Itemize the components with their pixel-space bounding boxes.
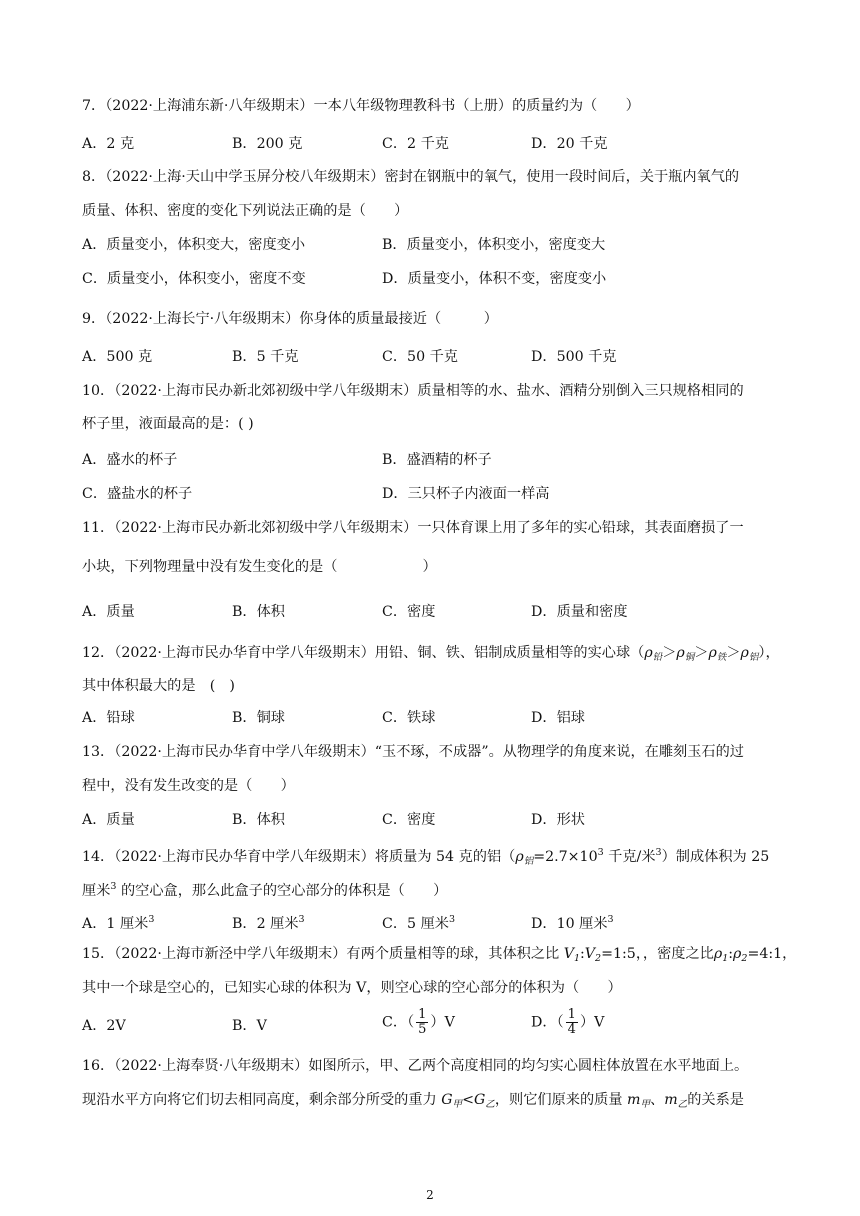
- question-12-stem-line2: 其中体积最大的是 ( ): [82, 678, 235, 694]
- q9-option-b: B．5 千克: [232, 349, 299, 365]
- q13-option-a: A．质量: [82, 812, 135, 828]
- question-9-stem: 9．（2022·上海长宁·八年级期末）你身体的质量最接近（ ）: [82, 311, 498, 327]
- q10-option-c: C．盛盐水的杯子: [82, 486, 193, 502]
- question-16-stem-line1: 16．（2022·上海奉贤·八年级期末）如图所示，甲、乙两个高度相同的均匀实心圆柱体放置在水平地面上。: [82, 1058, 749, 1074]
- question-14-stem-line1: 14．（2022·上海市民办华育中学八年级期末）将质量为 54 克的铝（$\rho_铝=2.7\times 10^3$ 千克/米$^3$）制成体积为 25: [82, 847, 770, 867]
- q9-option-c: C．50 千克: [382, 349, 458, 365]
- q11-option-a: A．质量: [82, 604, 135, 620]
- q8-option-d: D．质量变小，体积不变，密度变小: [382, 271, 607, 287]
- q10-option-d: D．三只杯子内液面一样高: [382, 486, 550, 502]
- q11-option-b: B．体积: [232, 604, 285, 620]
- q14-option-d: D．10 厘米$^3$: [531, 914, 614, 932]
- question-13-stem-line2: 程中，没有发生改变的是（ ）: [82, 778, 295, 794]
- q13-option-c: C．密度: [382, 812, 436, 828]
- question-12-stem-line1: 12．（2022·上海市民办华育中学八年级期末）用铅、铜、铁、铝制成质量相等的实心球$(\rho_铅>\rho_铜>\rho_铁>\rho_铝)$，: [82, 645, 780, 663]
- q14-option-a: A．1 厘米$^3$: [82, 914, 155, 932]
- q14-option-b: B．2 厘米$^3$: [232, 914, 305, 932]
- page-number: 2: [426, 1188, 434, 1202]
- q8-option-b: B．质量变小，体积变小，密度变大: [382, 237, 606, 253]
- question-13-stem-line1: 13．（2022·上海市民办华育中学八年级期末）“玉不琢，不成器”。从物理学的角度来说，在雕刻玉石的过: [82, 744, 744, 760]
- question-10-stem-line1: 10．（2022·上海市民办新北郊初级中学八年级期末）质量相等的水、盐水、酒精分别倒入三只规格相同的: [82, 383, 744, 399]
- question-15-stem-line1: 15．（2022·上海市新泾中学八年级期末）有两个质量相等的球，其体积之比 $V_1:V_2=1:5$，，密度之比$\rho_1:\rho_2=4:1$，: [82, 946, 797, 964]
- q10-option-a: A．盛水的杯子: [82, 452, 178, 468]
- q13-option-d: D．形状: [531, 812, 585, 828]
- q9-option-d: D．500 千克: [531, 349, 617, 365]
- question-15-stem-line2: 其中一个球是空心的，已知实心球的体积为 V，则空心球的空心部分的体积为（ ）: [82, 980, 622, 996]
- q7-option-b: B．200 克: [232, 136, 303, 152]
- question-8-stem-line2: 质量、体积、密度的变化下列说法正确的是（ ）: [82, 203, 409, 219]
- q9-option-a: A．500 克: [82, 349, 153, 365]
- q7-option-a: A．2 克: [82, 136, 135, 152]
- q8-option-a: A．质量变小，体积变大，密度变小: [82, 237, 306, 253]
- q13-option-b: B．体积: [232, 812, 285, 828]
- q12-option-d: D．铝球: [531, 710, 585, 726]
- q8-option-c: C．质量变小，体积变小，密度不变: [82, 271, 306, 287]
- q15-option-a: A．2V: [82, 1018, 126, 1034]
- q14-option-c: C．5 厘米$^3$: [382, 914, 456, 932]
- q7-option-c: C．2 千克: [382, 136, 449, 152]
- q15-option-b: B．V: [232, 1018, 267, 1034]
- question-11-stem-line1: 11．（2022·上海市民办新北郊初级中学八年级期末）一只体育课上用了多年的实心铅球，其表面磨损了一: [82, 520, 744, 536]
- question-16-stem-line2: 现沿水平方向将它们切去相同高度，剩余部分所受的重力 $G_甲<G_乙$，则它们原来的质量 $m_甲$、$m_乙$的关系是: [82, 1092, 744, 1110]
- question-11-stem-line2: 小块，下列物理量中没有发生变化的是（ ）: [82, 559, 437, 575]
- fraction-one-fifth: $\frac{1}{5}$: [418, 1007, 427, 1037]
- q15-option-d: D．（ $\frac{1}{4}$ ）V: [531, 1007, 605, 1037]
- question-7-stem: 7．（2022·上海浦东新·八年级期末）一本八年级物理教科书（上册）的质量约为（ ）: [82, 98, 640, 114]
- question-14-stem-line2: 厘米$^3$ 的空心盒，那么此盒子的空心部分的体积是（ ）: [82, 881, 448, 899]
- q15-option-c: C．（ $\frac{1}{5}$ ）V: [382, 1007, 455, 1037]
- question-8-stem-line1: 8．（2022·上海·天山中学玉屏分校八年级期末）密封在钢瓶中的氧气，使用一段时间后，关于瓶内氧气的: [82, 169, 740, 185]
- q7-option-d: D．20 千克: [531, 136, 608, 152]
- question-10-stem-line2: 杯子里，液面最高的是：( ): [82, 416, 254, 432]
- q10-option-b: B．盛酒精的杯子: [382, 452, 492, 468]
- q12-option-b: B．铜球: [232, 710, 285, 726]
- fraction-one-fourth: $\frac{1}{4}$: [567, 1007, 576, 1037]
- q12-option-c: C．铁球: [382, 710, 436, 726]
- q11-option-c: C．密度: [382, 604, 436, 620]
- q12-option-a: A．铅球: [82, 710, 135, 726]
- q11-option-d: D．质量和密度: [531, 604, 628, 620]
